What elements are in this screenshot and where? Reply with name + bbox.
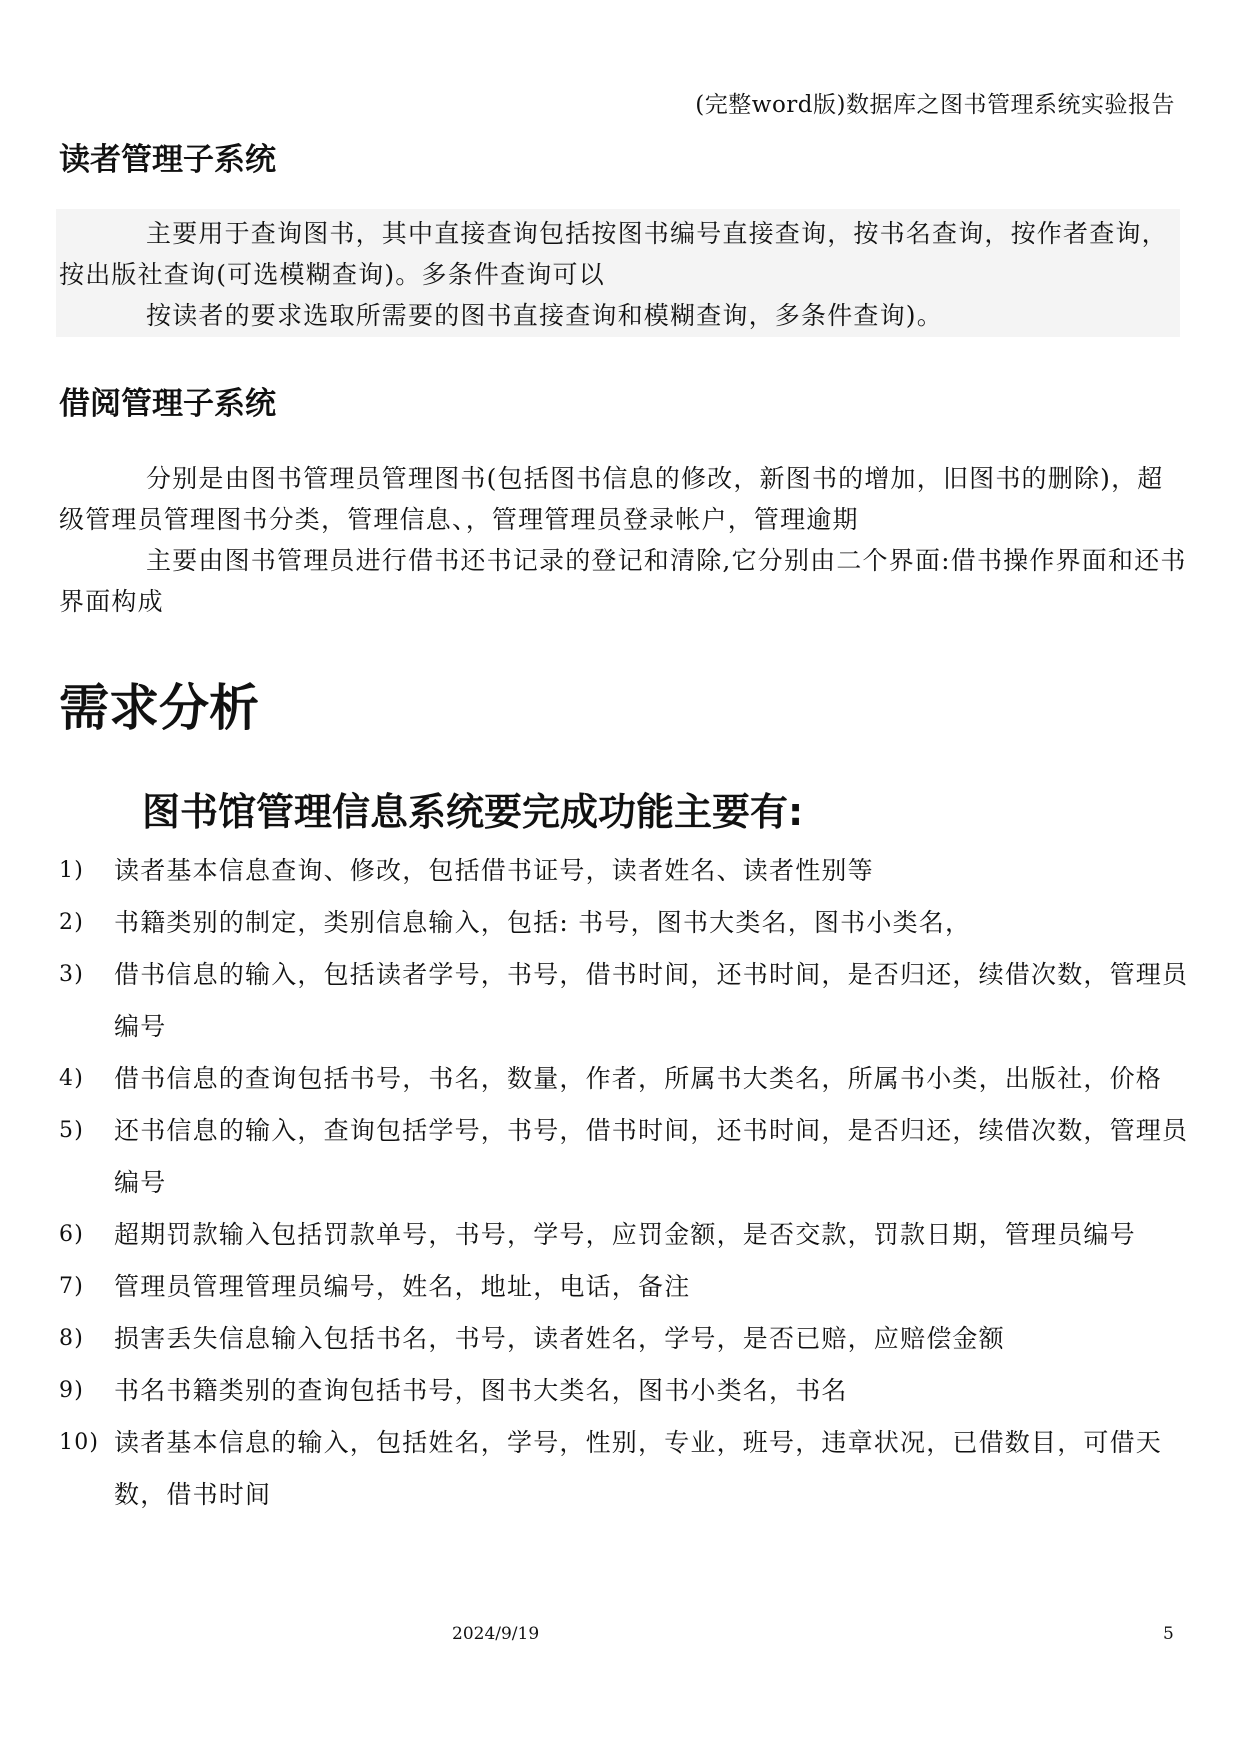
list-item: [59, 1417, 1189, 1521]
list-item: [59, 1209, 1189, 1261]
list-text: 管理员管理管理员编号，姓名，地址，电话，备注: [114, 1272, 691, 1301]
list-text: 超期罚款输入包括罚款单号，书号，学号，应罚金额，是否交款，罚款日期，管理员编号: [114, 1220, 1136, 1249]
requirements-subheading: 图书馆管理信息系统要完成功能主要有:: [142, 790, 804, 834]
list-text: 损害丢失信息输入包括书名，书号，读者姓名，学号，是否已赔，应赔偿金额: [114, 1324, 1005, 1353]
reader-section-heading: 读者管理子系统: [59, 142, 276, 178]
list-text: 书籍类别的制定，类别信息输入，包括: 书号，图书大类名，图书小类名，: [114, 908, 972, 937]
list-text: 还书信息的输入，查询包括学号，书号，借书时间，还书时间，是否归还，续借次数，管理员编号: [114, 1116, 1189, 1197]
list-number: 6): [59, 1222, 84, 1247]
list-number: 5): [59, 1118, 84, 1143]
list-number: 4): [59, 1066, 84, 1091]
page-number: 5: [1163, 1624, 1174, 1644]
paragraph: 按读者的要求选取所需要的图书直接查询和模糊查询，多条件查询)。: [146, 301, 943, 330]
list-item: [59, 1053, 1189, 1105]
paragraph: 分别是由图书管理员管理图书(包括图书信息的修改，新图书的增加，旧图书的删除)，超级管理员管理图书分类，管理信息、，管理管理员登录帐户，管理逾期: [59, 464, 1164, 534]
list-number: 7): [59, 1274, 84, 1299]
list-number: 3): [59, 962, 84, 987]
list-item: [59, 1365, 1189, 1417]
list-item: [59, 1261, 1189, 1313]
requirements-list: [59, 845, 1189, 1521]
list-text: 书名书籍类别的查询包括书号，图书大类名，图书小类名，书名: [114, 1376, 848, 1405]
borrow-section-heading: 借阅管理子系统: [59, 386, 276, 422]
list-text: 借书信息的输入，包括读者学号，书号，借书时间，还书时间，是否归还，续借次数，管理员编号: [114, 960, 1189, 1041]
list-number: 1): [59, 858, 84, 883]
list-item: [59, 897, 1189, 949]
list-text: 借书信息的查询包括书号，书名，数量，作者，所属书大类名，所属书小类，出版社，价格: [114, 1064, 1163, 1093]
list-number: 2): [59, 910, 84, 935]
paragraph: 主要用于查询图书，其中直接查询包括按图书编号直接查询，按书名查询，按作者查询，按出版社查询(可选模糊查询)。多条件查询可以: [59, 219, 1168, 289]
reader-section-body: [59, 213, 1189, 336]
list-text: 读者基本信息查询、修改，包括借书证号，读者姓名、读者性别等: [114, 856, 874, 885]
paragraph: 主要由图书管理员进行借书还书记录的登记和清除,它分别由二个界面:借书操作界面和还书界面构成: [59, 546, 1187, 616]
list-text: 读者基本信息的输入，包括姓名，学号，性别，专业，班号，违章状况，已借数目，可借天数，借书时间: [114, 1428, 1163, 1509]
borrow-section-body: [59, 458, 1189, 622]
requirements-heading: 需求分析: [59, 679, 259, 737]
list-number: 10): [59, 1430, 100, 1455]
list-item: [59, 1105, 1189, 1209]
page-header: (完整word版)数据库之图书管理系统实验报告: [695, 92, 1175, 118]
list-number: 9): [59, 1378, 84, 1403]
list-item: [59, 1313, 1189, 1365]
list-item: [59, 949, 1189, 1053]
list-item: [59, 845, 1189, 897]
footer-date: 2024/9/19: [452, 1624, 540, 1644]
list-number: 8): [59, 1326, 84, 1351]
